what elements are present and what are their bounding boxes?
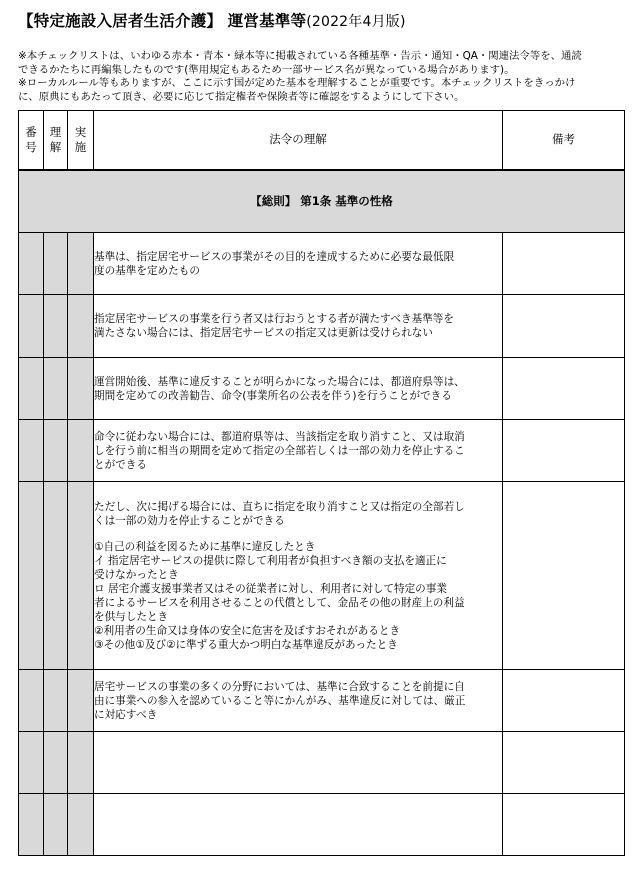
remarks-cell[interactable] [503, 233, 625, 295]
understanding-cell[interactable] [44, 482, 68, 670]
remarks-cell[interactable] [503, 482, 625, 670]
title-version: (2022年4月版) [306, 14, 406, 30]
section-row [19, 170, 625, 233]
law-cell: 居宅サービスの事業の多くの分野においては、基準に合致することを前提に自 由に事業への参入を認めていること等にかんがみ、基準違反に対しては、厳正 に対応すべき [94, 670, 503, 732]
section-title: 【総則】 第1条 基準の性格 [19, 170, 625, 233]
table-row [19, 233, 625, 295]
law-cell: 命令に従わない場合には、都道府県等は、当該指定を取り消すこと、又は取消 しを行う前に相当の期間を定めて指定の全部若しくは一部の効力を停止するこ とができる [94, 420, 503, 482]
table-row [19, 295, 625, 358]
number-cell[interactable] [19, 358, 44, 420]
note-line: できるかたちに再編集したものです(準用規定もあるため一部サービス名が異なっている場合があります)。 [18, 63, 515, 76]
header-understanding: 理解 [44, 111, 68, 170]
number-cell[interactable] [19, 732, 44, 794]
table-row [19, 732, 625, 794]
number-cell[interactable] [19, 670, 44, 732]
implementation-cell[interactable] [68, 670, 94, 732]
remarks-cell[interactable] [503, 420, 625, 482]
header-row [19, 111, 625, 170]
law-cell[interactable] [94, 794, 503, 856]
note-line: に、原典にもあたって頂き、必要に応じて指定権者や保険者等に確認をするようにして下さい。 [18, 90, 465, 103]
number-cell[interactable] [19, 794, 44, 856]
implementation-cell[interactable] [68, 482, 94, 670]
table-row [19, 420, 625, 482]
understanding-cell[interactable] [44, 670, 68, 732]
header-number: 番号 [19, 111, 44, 170]
understanding-cell[interactable] [44, 358, 68, 420]
law-cell: 運営開始後、基準に違反することが明らかになった場合には、都道府県等は、 期間を定めての改善勧告、命令(事業所名の公表を伴う)を行うことができる [94, 358, 503, 420]
law-cell[interactable] [94, 732, 503, 794]
understanding-cell[interactable] [44, 295, 68, 358]
title-main: 【特定施設入居者生活介護】 運営基準等 [18, 12, 307, 30]
understanding-cell[interactable] [44, 732, 68, 794]
law-cell: 基準は、指定居宅サービスの事業がその目的を達成するために必要な最低限 度の基準を定めたもの [94, 233, 503, 295]
page-title [18, 9, 406, 31]
note-line: ※ローカルルール等もありますが、ここに示す国が定めた基本を理解することが重要です。本チェックリストをきっかけ [18, 77, 576, 89]
law-cell: ただし、次に掲げる場合には、直ちに指定を取り消すこと又は指定の全部若し くは一部の効力を停止することができる ①自己の利益を図るために基準に違反したとき イ 指定居宅サービスの提供に際して利用者が負担すべき額の支払を適正に 受けなかったとき ロ 居宅介護支援事業者又はその従業者に対し、利用者に対して特定の事業 者によるサービスを利用させることの代償として、金品その他の財産上の利益 を供与したとき ②利用者の生命又は身体の安全に危害を及ぼすおそれがあるとき ③その他①及び②に準ずる重大かつ明白な基準違反があったとき [94, 482, 503, 670]
implementation-cell[interactable] [68, 732, 94, 794]
table-row [19, 670, 625, 732]
header-remarks: 備考 [503, 111, 625, 170]
implementation-cell[interactable] [68, 794, 94, 856]
note-line: ※本チェックリストは、いわゆる赤本・青本・緑本等に掲載されている各種基準・告示・通知・QA・関連法令等を、通読 [18, 50, 582, 62]
notes [18, 50, 622, 104]
remarks-cell[interactable] [503, 732, 625, 794]
understanding-cell[interactable] [44, 233, 68, 295]
header-implementation: 実施 [68, 111, 94, 170]
number-cell[interactable] [19, 295, 44, 358]
table-row [19, 482, 625, 670]
number-cell[interactable] [19, 482, 44, 670]
remarks-cell[interactable] [503, 670, 625, 732]
understanding-cell[interactable] [44, 794, 68, 856]
checklist-table [18, 110, 625, 856]
number-cell[interactable] [19, 420, 44, 482]
implementation-cell[interactable] [68, 295, 94, 358]
law-cell: 指定居宅サービスの事業を行う者又は行おうとする者が満たすべき基準等を 満たさない場合には、指定居宅サービスの指定又は更新は受けられない [94, 295, 503, 358]
number-cell[interactable] [19, 233, 44, 295]
remarks-cell[interactable] [503, 358, 625, 420]
implementation-cell[interactable] [68, 358, 94, 420]
table-row [19, 794, 625, 856]
implementation-cell[interactable] [68, 420, 94, 482]
table-row [19, 358, 625, 420]
understanding-cell[interactable] [44, 420, 68, 482]
remarks-cell[interactable] [503, 295, 625, 358]
implementation-cell[interactable] [68, 233, 94, 295]
remarks-cell[interactable] [503, 794, 625, 856]
header-law: 法令の理解 [94, 111, 503, 170]
